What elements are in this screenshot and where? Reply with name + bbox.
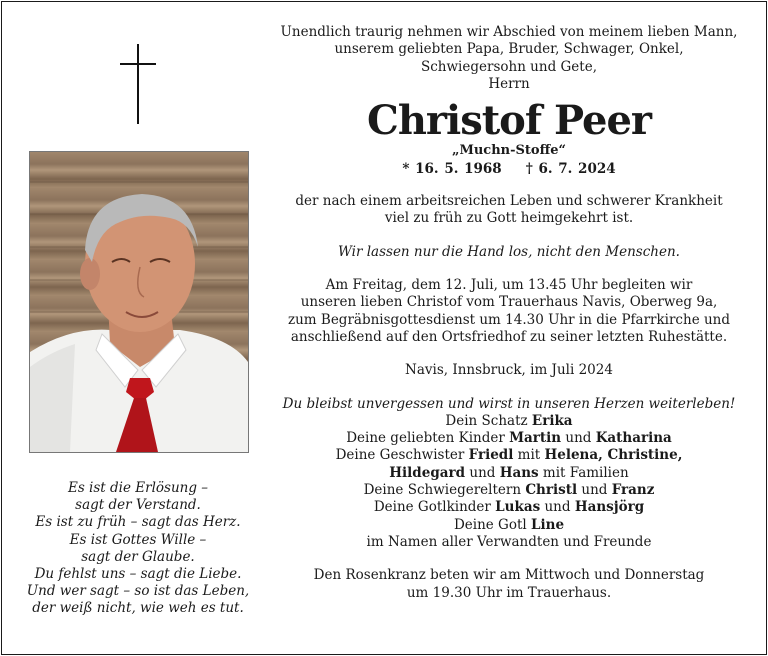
poem-line: Es ist zu früh – sagt das Herz. [35,514,241,531]
poem-line: Und wer sagt – so ist das Leben, [26,583,250,600]
poem-line: sagt der Glaube. [81,548,195,565]
poem-line: Du fehlst uns – sagt die Liebe. [34,566,242,583]
poem-line: Es ist Gottes Wille – [69,531,207,548]
poem-line: Es ist die Erlösung – [67,480,209,496]
memory-line: Du bleibst unvergessen und wirst in unseren Herzen weiterleben! [282,395,736,412]
mourner-line: Deine geliebten Kinder Martin und Katharina [346,430,672,447]
intro-line: Schwiegersohn und Gete, [421,58,597,75]
obituary-text [272,24,746,602]
nickname: „Muchn-Stoffe“ [451,143,567,159]
mourner-line: Dein Schatz Erika [445,412,573,429]
mourner-line: Deine Gotlkinder Lukas und Hansjörg [373,499,645,516]
birth-date: * 16. 5. 1968 [402,161,502,178]
funeral-line: Am Freitag, dem 12. Juli, um 13.45 Uhr begleiten wir [325,277,693,294]
mourner-line: Deine Gotl Line [453,516,565,533]
funeral-line: zum Begräbnisgottesdienst um 14.30 Uhr in die Pfarrkirche und [288,311,730,328]
cross-icon [120,44,156,124]
life-dates [272,159,746,179]
mourner-line: im Namen aller Verwandten und Freunde [366,533,652,550]
passing-line: der nach einem arbeitsreichen Leben und schwerer Krankheit [295,193,723,210]
place-date: Navis, Innsbruck, im Juli 2024 [405,362,613,379]
rosary-line: Den Rosenkranz beten wir am Mittwoch und Donnerstag [313,567,705,584]
funeral-line: unseren lieben Christof vom Trauerhaus Navis, Oberweg 9a, [300,294,718,311]
funeral-line: anschließend auf den Ortsfriedhof zu seiner letzten Ruhestätte. [290,328,728,345]
rosary-line: um 19.30 Uhr im Trauerhaus. [406,584,612,601]
mourner-line: Deine Geschwister Friedl mit Helena, Christine, [335,447,683,464]
poem [16,480,260,618]
obituary-card [1,1,767,655]
portrait-photo [29,151,249,453]
mourner-line: Hildegard und Hans mit Familien [389,464,629,481]
passing-line: viel zu früh zu Gott heimgekehrt ist. [384,210,634,227]
poem-line: der weiß nicht, wie weh es tut. [32,600,244,617]
death-date: † 6. 7. 2024 [525,161,616,178]
poem-line: sagt der Verstand. [75,497,201,514]
deceased-name: Christof Peer [367,97,651,145]
mourner-line: Deine Schwiegereltern Christl und Franz [363,482,655,499]
intro-line: unserem geliebten Papa, Bruder, Schwager, Onkel, [334,41,684,58]
intro-line: Herrn [488,75,530,92]
intro-line: Unendlich traurig nehmen wir Abschied von meinem lieben Mann, [280,24,738,40]
quote: Wir lassen nur die Hand los, nicht den Menschen. [338,243,680,260]
